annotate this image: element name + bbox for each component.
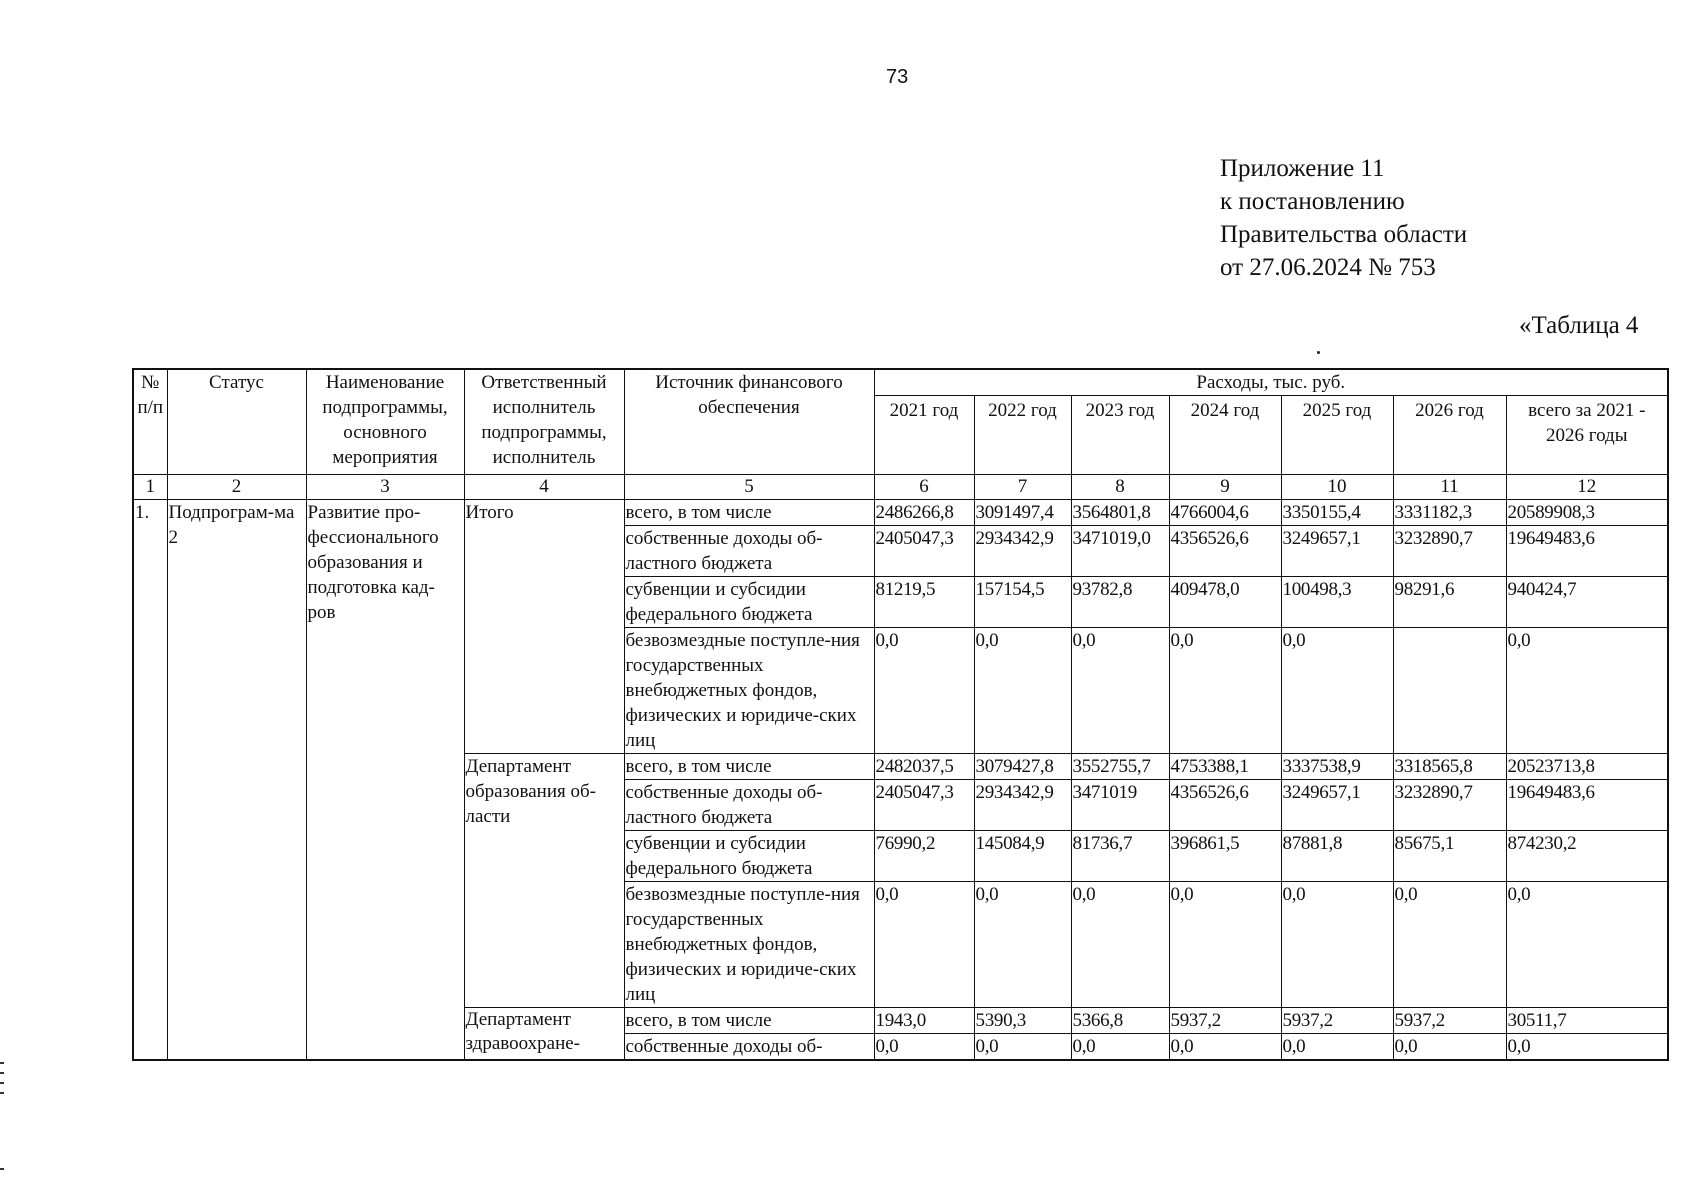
header-year-2026: 2026 год: [1393, 396, 1506, 475]
stray-dot: [1317, 351, 1320, 354]
scan-edge-mark: [0, 1092, 4, 1094]
value-cell: 3552755,7: [1071, 754, 1169, 780]
value-cell: 3091497,4: [974, 500, 1071, 526]
value-cell: 3337538,9: [1281, 754, 1393, 780]
value-cell: 0,0: [1506, 1034, 1668, 1061]
appendix-line: от 27.06.2024 № 753: [1220, 254, 1436, 281]
value-cell: 5937,2: [1393, 1008, 1506, 1034]
value-cell: 0,0: [1071, 1034, 1169, 1061]
row-source: собственные доходы об-ластного бюджета: [624, 526, 874, 577]
column-number: 10: [1281, 475, 1393, 500]
value-cell: 87881,8: [1281, 831, 1393, 882]
value-cell: 0,0: [874, 1034, 974, 1061]
value-cell: 3079427,8: [974, 754, 1071, 780]
value-cell: 0,0: [1281, 628, 1393, 754]
value-cell: 4753388,1: [1169, 754, 1281, 780]
row-responsible: Департамент образования об-ласти: [464, 754, 624, 1008]
column-number: 12: [1506, 475, 1668, 500]
header-total: всего за 2021 - 2026 годы: [1506, 396, 1668, 475]
value-cell: 4766004,6: [1169, 500, 1281, 526]
value-cell: 2486266,8: [874, 500, 974, 526]
row-status: Подпрограм-ма 2: [167, 500, 306, 1061]
value-cell: 2934342,9: [974, 526, 1071, 577]
value-cell: 93782,8: [1071, 577, 1169, 628]
value-cell: 3232890,7: [1393, 526, 1506, 577]
row-source: субвенции и субсидии федерального бюджета: [624, 577, 874, 628]
header-year-2021: 2021 год: [874, 396, 974, 475]
value-cell: 0,0: [974, 1034, 1071, 1061]
financing-table: [132, 368, 1669, 1061]
row-name: Развитие про-фессионального образования и подготовка кад-ров: [306, 500, 464, 1061]
value-cell: 0,0: [1393, 882, 1506, 1008]
value-cell: 98291,6: [1393, 577, 1506, 628]
value-cell: 2934342,9: [974, 780, 1071, 831]
value-cell: 5390,3: [974, 1008, 1071, 1034]
value-cell: 3249657,1: [1281, 526, 1393, 577]
value-cell: 3331182,3: [1393, 500, 1506, 526]
value-cell: 409478,0: [1169, 577, 1281, 628]
value-cell: 3318565,8: [1393, 754, 1506, 780]
value-cell: 0,0: [974, 882, 1071, 1008]
header-responsible: Ответственный исполнитель подпрограммы, исполнитель: [464, 369, 624, 475]
value-cell: 396861,5: [1169, 831, 1281, 882]
value-cell: 0,0: [1281, 882, 1393, 1008]
value-cell: 5366,8: [1071, 1008, 1169, 1034]
value-cell: 3564801,8: [1071, 500, 1169, 526]
page-number: 73: [886, 66, 909, 88]
value-cell: 0,0: [1393, 1034, 1506, 1061]
value-cell: 157154,5: [974, 577, 1071, 628]
value-cell: 0,0: [1169, 628, 1281, 754]
value-cell: 20523713,8: [1506, 754, 1668, 780]
value-cell: 19649483,6: [1506, 780, 1668, 831]
row-source: всего, в том числе: [624, 1008, 874, 1034]
value-cell: 3471019: [1071, 780, 1169, 831]
header-status: Статус: [167, 369, 306, 475]
header-expenses: Расходы, тыс. руб.: [874, 369, 1668, 396]
column-number: 7: [974, 475, 1071, 500]
value-cell: 2482037,5: [874, 754, 974, 780]
value-cell: 0,0: [1071, 628, 1169, 754]
header-num: № п/п: [133, 369, 167, 475]
value-cell: 85675,1: [1393, 831, 1506, 882]
column-number: 2: [167, 475, 306, 500]
row-source: собственные доходы об-: [624, 1034, 874, 1061]
value-cell: 76990,2: [874, 831, 974, 882]
row-source: субвенции и субсидии федерального бюджета: [624, 831, 874, 882]
value-cell: 0,0: [874, 882, 974, 1008]
value-cell: 874230,2: [1506, 831, 1668, 882]
value-cell: 1943,0: [874, 1008, 974, 1034]
value-cell: 19649483,6: [1506, 526, 1668, 577]
row-responsible: Итого: [464, 500, 624, 754]
appendix-header: [1220, 152, 1467, 284]
row-source: собственные доходы об-ластного бюджета: [624, 780, 874, 831]
value-cell: 0,0: [1071, 882, 1169, 1008]
value-cell: 20589908,3: [1506, 500, 1668, 526]
table-title: «Таблица 4: [1519, 312, 1639, 339]
value-cell: 0,0: [1281, 1034, 1393, 1061]
header-name: Наименование подпрограммы, основного мероприятия: [306, 369, 464, 475]
header-year-2024: 2024 год: [1169, 396, 1281, 475]
column-number-row: [133, 475, 1668, 500]
appendix-line: Приложение 11: [1220, 155, 1385, 182]
value-cell: 81736,7: [1071, 831, 1169, 882]
column-number: 11: [1393, 475, 1506, 500]
value-cell: 5937,2: [1169, 1008, 1281, 1034]
column-number: 5: [624, 475, 874, 500]
scan-edge-mark: [0, 1072, 4, 1074]
header-year-2022: 2022 год: [974, 396, 1071, 475]
row-source: всего, в том числе: [624, 500, 874, 526]
scan-edge-mark: [0, 1168, 4, 1170]
value-cell: 3471019,0: [1071, 526, 1169, 577]
row-source: всего, в том числе: [624, 754, 874, 780]
column-number: 1: [133, 475, 167, 500]
header-source: Источник финансового обеспечения: [624, 369, 874, 475]
value-cell: 4356526,6: [1169, 526, 1281, 577]
value-cell: 4356526,6: [1169, 780, 1281, 831]
value-cell: 100498,3: [1281, 577, 1393, 628]
column-number: 6: [874, 475, 974, 500]
value-cell: 3232890,7: [1393, 780, 1506, 831]
value-cell: 2405047,3: [874, 526, 974, 577]
column-number: 9: [1169, 475, 1281, 500]
value-cell: 5937,2: [1281, 1008, 1393, 1034]
header-row: [133, 369, 1668, 396]
value-cell: 2405047,3: [874, 780, 974, 831]
row-source: безвозмездные поступле-ния государственных внебюджетных фондов, физических и юридиче-ских лиц: [624, 882, 874, 1008]
header-year-2025: 2025 год: [1281, 396, 1393, 475]
value-cell: 0,0: [1506, 882, 1668, 1008]
value-cell: 0,0: [974, 628, 1071, 754]
value-cell: 0,0: [874, 628, 974, 754]
row-source: безвозмездные поступле-ния государственных внебюджетных фондов, физических и юридиче-ских лиц: [624, 628, 874, 754]
value-cell: 3249657,1: [1281, 780, 1393, 831]
value-cell: [1393, 628, 1506, 754]
appendix-line: Правительства области: [1220, 221, 1468, 248]
row-num: 1.: [133, 500, 167, 1061]
table-row: [133, 500, 1668, 526]
column-number: 3: [306, 475, 464, 500]
column-number: 4: [464, 475, 624, 500]
value-cell: 30511,7: [1506, 1008, 1668, 1034]
header-year-2023: 2023 год: [1071, 396, 1169, 475]
value-cell: 0,0: [1169, 882, 1281, 1008]
value-cell: 0,0: [1506, 628, 1668, 754]
value-cell: 81219,5: [874, 577, 974, 628]
appendix-line: к постановлению: [1220, 188, 1405, 215]
row-responsible: Департамент здравоохране-: [464, 1008, 624, 1061]
value-cell: 940424,7: [1506, 577, 1668, 628]
value-cell: 0,0: [1169, 1034, 1281, 1061]
value-cell: 145084,9: [974, 831, 1071, 882]
scan-edge-mark: [0, 1082, 4, 1084]
column-number: 8: [1071, 475, 1169, 500]
value-cell: 3350155,4: [1281, 500, 1393, 526]
scan-edge-mark: [0, 1062, 4, 1064]
